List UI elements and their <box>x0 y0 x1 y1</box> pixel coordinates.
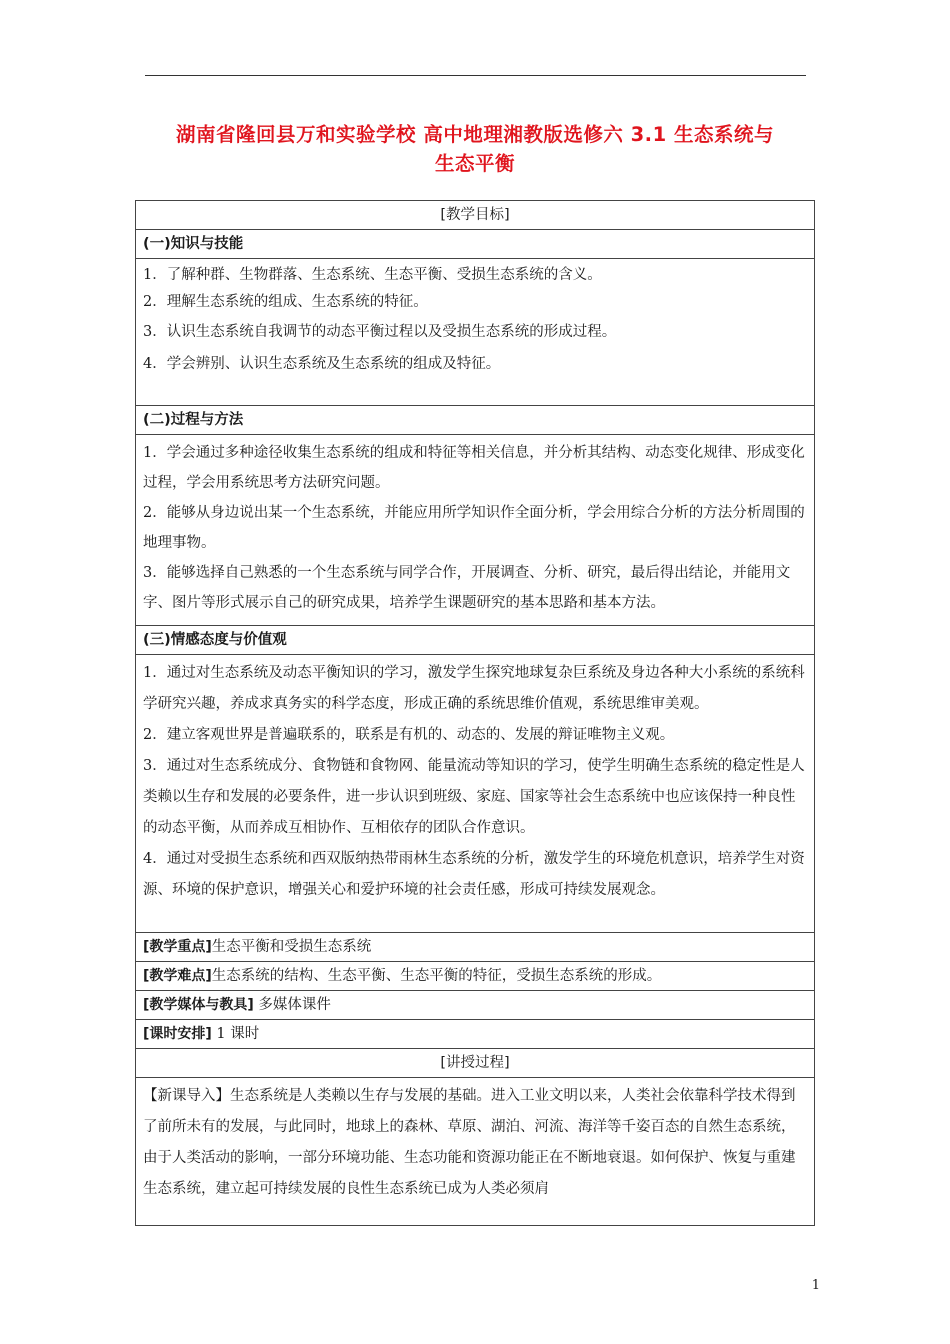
list-item: 3．通过对生态系统成分、食物链和食物网、能量流动等知识的学习，使学生明确生态系统的稳定性是人类赖以生存和发展的必要条件，进一步认识到班级、家庭、国家等社会生态系统中也应该保持一种良性的动态平衡，从而养成互相协作、互相依存的团队合作意识。 <box>143 758 805 836</box>
list-item: 2．理解生态系统的组成、生态系统的特征。 <box>143 294 428 310</box>
list-item: 4．通过对受损生态系统和西双版纳热带雨林生态系统的分析，激发学生的环境危机意识，培养学生对资源、环境的保护意识，增强关心和爱护环境的社会责任感，形成可持续发展观念。 <box>143 851 805 898</box>
title-line-1: 湖南省隆回县万和实验学校 高中地理湘教版选修六 3.1 生态系统与 <box>176 123 774 146</box>
process-header: [讲授过程] <box>136 1049 815 1078</box>
section2-heading: (二)过程与方法 <box>136 406 815 435</box>
difficult-point-value: 生态系统的结构、生态平衡、生态平衡的特征，受损生态系统的形成。 <box>211 968 662 984</box>
title-line-2: 生态平衡 <box>434 152 515 175</box>
key-point-row <box>136 933 815 962</box>
page-number: 1 <box>811 1278 820 1293</box>
intro-body <box>136 1078 815 1226</box>
section1-body <box>136 259 815 406</box>
section2-body <box>136 435 815 626</box>
list-item: 4．学会辨别、认识生态系统及生态系统的组成及特征。 <box>143 356 501 372</box>
schedule-row <box>136 1020 815 1049</box>
intro-label: 【新课导入】 <box>143 1088 230 1104</box>
intro-text: 生态系统是人类赖以生存与发展的基础。进入工业文明以来，人类社会依靠科学技术得到了前所未有的发展，与此同时，地球上的森林、草原、湖泊、河流、海洋等千姿百态的自然生态系统，由于人类活动的影响，一部分环境功能、生态功能和资源功能正在不断地衰退。如何保护、恢复与重建生态系统，建立起可持续发展的良性生态系统已成为人类必须肩 <box>143 1088 796 1197</box>
list-item: 2．能够从身边说出某一个生态系统，并能应用所学知识作全面分析，学会用综合分析的方法分析周围的地理事物。 <box>143 505 805 551</box>
header-rule <box>145 75 806 76</box>
list-item: 3．能够选择自己熟悉的一个生态系统与同学合作，开展调查、分析、研究，最后得出结论，并能用文字、图片等形式展示自己的研究成果，培养学生课题研究的基本思路和基本方法。 <box>143 565 791 611</box>
lesson-plan-table <box>135 200 815 1226</box>
section3-body <box>136 655 815 933</box>
schedule-label: [课时安排] <box>143 1026 212 1042</box>
page-title <box>135 120 815 178</box>
section1-heading: (一)知识与技能 <box>136 230 815 259</box>
section3-heading: (三)情感态度与价值观 <box>136 626 815 655</box>
list-item: 2．建立客观世界是普遍联系的，联系是有机的、动态的、发展的辩证唯物主义观。 <box>143 727 675 743</box>
key-point-value: 生态平衡和受损生态系统 <box>211 939 372 955</box>
schedule-value: 1 课时 <box>211 1026 260 1042</box>
objectives-header: [教学目标] <box>136 201 815 230</box>
media-row <box>136 991 815 1020</box>
list-item: 1．通过对生态系统及动态平衡知识的学习，激发学生探究地球复杂巨系统及身边各种大小系统的系统科学研究兴趣，养成求真务实的科学态度，形成正确的系统思维价值观，系统思维审美观。 <box>143 665 805 712</box>
difficult-point-label: [教学难点] <box>143 968 212 984</box>
media-value: 多媒体课件 <box>253 997 331 1013</box>
list-item: 1．学会通过多种途径收集生态系统的组成和特征等相关信息，并分析其结构、动态变化规律、形成变化过程，学会用系统思考方法研究问题。 <box>143 445 805 491</box>
list-item: 1．了解种群、生物群落、生态系统、生态平衡、受损生态系统的含义。 <box>143 267 602 283</box>
difficult-point-row <box>136 962 815 991</box>
key-point-label: [教学重点] <box>143 939 212 955</box>
list-item: 3．认识生态系统自我调节的动态平衡过程以及受损生态系统的形成过程。 <box>143 324 617 340</box>
media-label: [教学媒体与教具] <box>143 997 254 1013</box>
